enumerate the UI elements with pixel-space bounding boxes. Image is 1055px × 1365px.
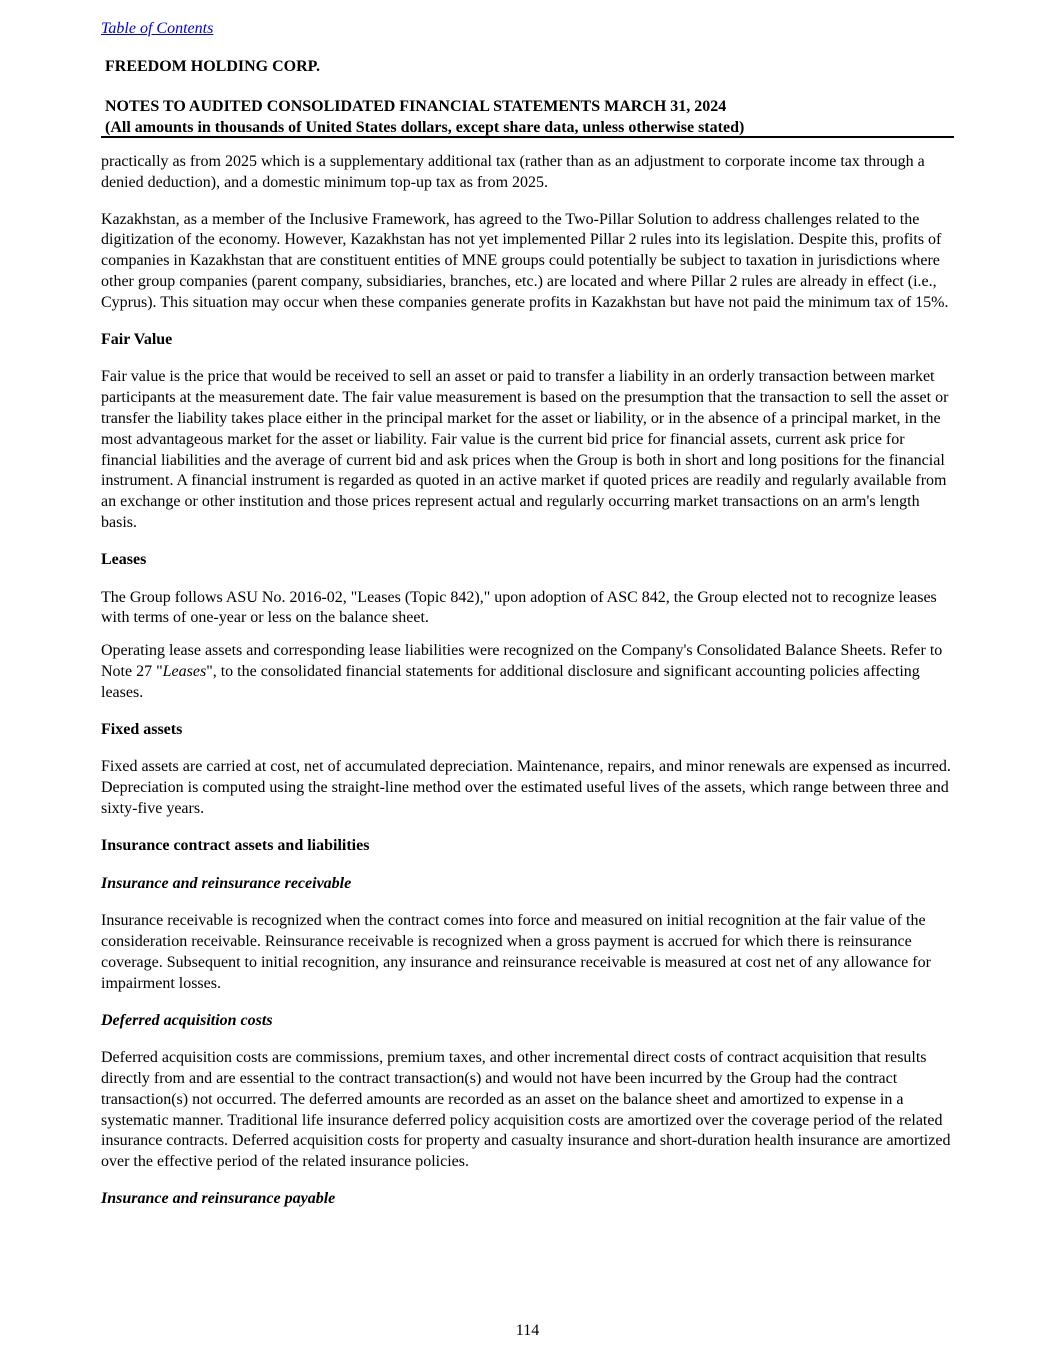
company-name: FREEDOM HOLDING CORP. <box>105 58 320 75</box>
leases-paragraph-2-text-start: Operating lease assets and corresponding lease liabilities were recognized on the Company's Consolidated Balance Sheets. Refer to Note 27 " <box>101 642 943 680</box>
header-divider <box>101 136 954 138</box>
table-of-contents-link[interactable]: Table of Contents <box>101 20 214 37</box>
section-heading-insurance: Insurance contract assets and liabilities <box>101 836 370 854</box>
section-heading-fixed-assets: Fixed assets <box>101 720 183 738</box>
subheading-deferred-acquisition-costs: Deferred acquisition costs <box>101 1011 273 1029</box>
notes-header <box>105 96 744 138</box>
intro-paragraph: practically as from 2025 which is a supplementary additional tax (rather than as an adjustment to corporate income tax through a denied deduction), and a domestic minimum top-up tax as from 2025. <box>101 153 925 191</box>
document-body <box>101 152 954 1227</box>
leases-paragraph-2-text-end: ", to the consolidated financial statements for additional disclosure and significant accounting policies affecting leases. <box>101 662 920 701</box>
section-heading-fair-value: Fair Value <box>101 330 173 348</box>
notes-subtitle: (All amounts in thousands of United States dollars, except share data, unless otherwise stated) <box>105 119 745 136</box>
leases-note-reference: Leases <box>162 662 207 680</box>
deferred-acquisition-costs-paragraph: Deferred acquisition costs are commissions, premium taxes, and other incremental direct costs of contract acquisition that results directly from and are essential to the contract transaction(s) and would not have been incurred by the Group had the contract transaction(s) not occurred. The deferred amounts are recorded as an asset on the balance sheet and amortized to expense in a systematic manner. Traditional life insurance deferred policy acquisition costs are amortized over the coverage period of the related insurance contracts. Deferred acquisition costs for property and casualty insurance and short-duration health insurance are amortized over the effective period of the related insurance policies. <box>101 1049 951 1171</box>
subheading-insurance-payable: Insurance and reinsurance payable <box>101 1190 336 1208</box>
notes-title: NOTES TO AUDITED CONSOLIDATED FINANCIAL STATEMENTS MARCH 31, 2024 <box>105 98 727 115</box>
section-heading-leases: Leases <box>101 550 147 568</box>
fixed-assets-paragraph: Fixed assets are carried at cost, net of accumulated depreciation. Maintenance, repairs, and minor renewals are expensed as incurred. Depreciation is computed using the straight-line method over the estimated useful lives of the assets, which range between three and sixty-five years. <box>101 758 951 817</box>
page-number: 114 <box>515 1322 540 1339</box>
subheading-insurance-receivable: Insurance and reinsurance receivable <box>101 874 352 892</box>
leases-paragraph-2 <box>101 641 954 703</box>
kazakhstan-paragraph: Kazakhstan, as a member of the Inclusive Framework, has agreed to the Two-Pillar Solution to address challenges related to the digitization of the economy. However, Kazakhstan has not yet implemented Pillar 2 rules into its legislation. Despite this, profits of companies in Kazakhstan that are constituent entities of MNE groups could potentially be subject to taxation in jurisdictions where other group companies (parent company, subsidiaries, branches, etc.) are located and where Pillar 2 rules are already in effect (i.e., Cyprus). This situation may occur when these companies generate profits in Kazakhstan but have not paid the minimum tax of 15%. <box>101 210 949 311</box>
insurance-receivable-paragraph: Insurance receivable is recognized when the contract comes into force and measured on initial recognition at the fair value of the consideration receivable. Reinsurance receivable is recognized when a gross payment is accrued for which there is reinsurance coverage. Subsequent to initial recognition, any insurance and reinsurance receivable is measured at cost net of any allowance for impairment losses. <box>101 912 931 992</box>
leases-paragraph-1: The Group follows ASU No. 2016-02, "Leases (Topic 842)," upon adoption of ASC 842, the Group elected not to recognize leases with terms of one-year or less on the balance sheet. <box>101 588 937 627</box>
fair-value-paragraph: Fair value is the price that would be received to sell an asset or paid to transfer a liability in an orderly transaction between market participants at the measurement date. The fair value measurement is based on the presumption that the transaction to sell the asset or transfer the liability takes place either in the principal market for the asset or liability, or in the absence of a principal market, in the most advantageous market for the asset or liability. Fair value is the current bid price for financial assets, current ask price for financial liabilities and the average of current bid and ask prices when the Group is both in short and long positions for the financial instrument. A financial instrument is regarded as quoted in an active market if quoted prices are readily and regularly available from an exchange or other institution and those prices represent actual and regularly occurring market transactions on an arm's length basis. <box>101 368 949 531</box>
